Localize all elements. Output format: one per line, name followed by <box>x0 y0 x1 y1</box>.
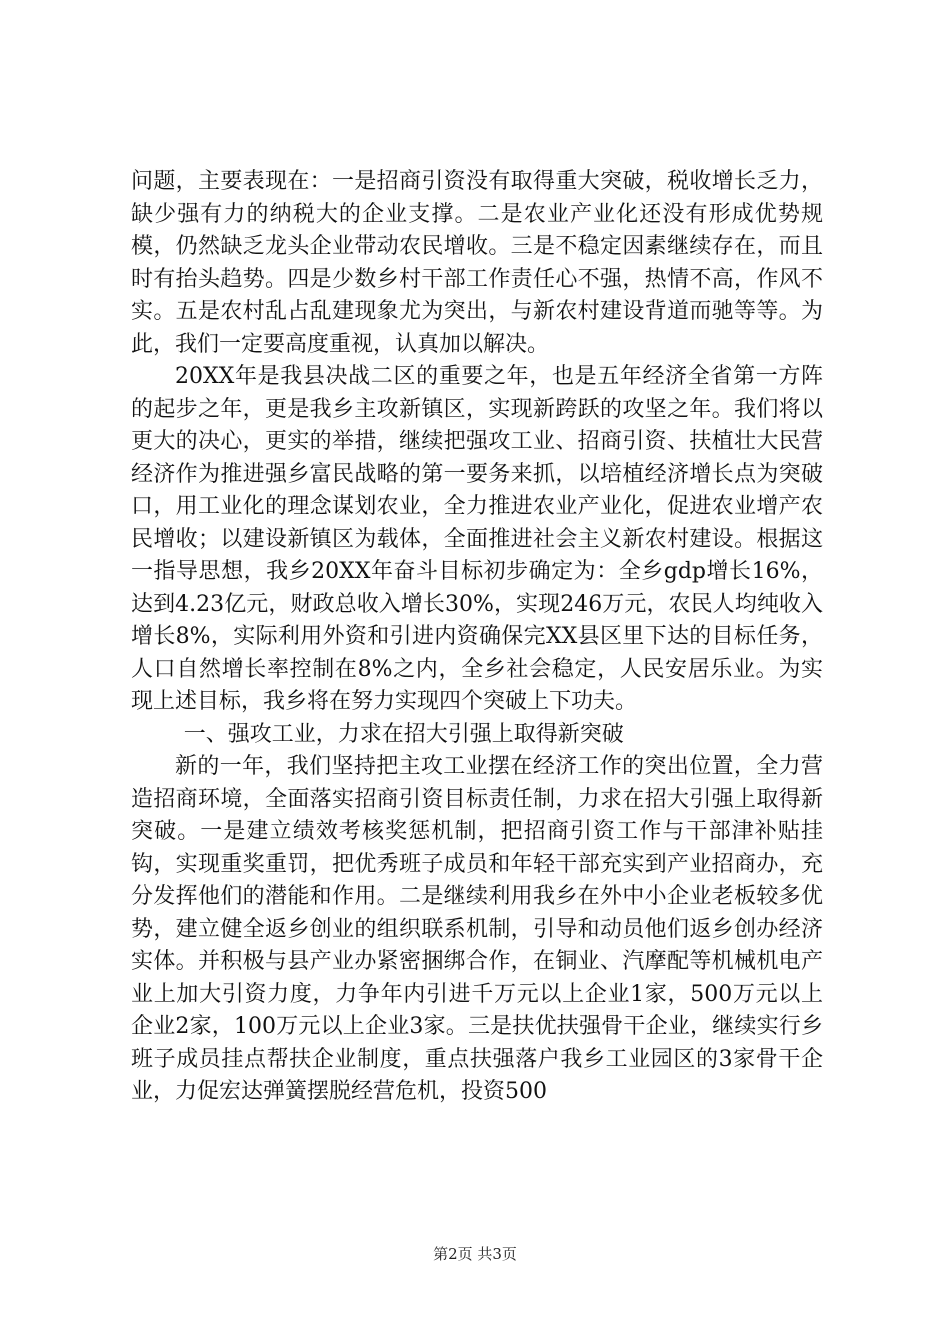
paragraph-investment: 新的一年，我们坚持把主攻工业摆在经济工作的突出位置，全力营造招商环境，全面落实招商引资目标责任制，力求在招大引强上取得新突破。一是建立绩效考核奖惩机制，把招商引资工作与干部津补贴挂钩，实现重奖重罚，把优秀班子成员和年轻干部充实到产业招商办，充分发挥他们的潜能和作用。二是继续利用我乡在外中小企业老板较多优势，建立健全返乡创业的组织联系机制，引导和动员他们返乡创办经济实体。并积极与县产业办紧密捆绑合作，在铜业、汽摩配等机械机电产业上加大引资力度，力争年内引进千万元以上企业1家，500万元以上企业2家，100万元以上企业3家。三是扶优扶强骨干企业，继续实行乡班子成员挂点帮扶企业制度，重点扶强落户我乡工业园区的3家骨干企业，力促宏达弹簧摆脱经营危机，投资500 <box>131 754 823 1104</box>
page-number-footer: 第2页 共3页 <box>433 1245 517 1263</box>
paragraph-annual-goals: 20XX年是我县决战二区的重要之年，也是五年经济全省第一方阵的起步之年，更是我乡主攻新镇区，实现新跨跃的攻坚之年。我们将以更大的决心，更实的举措，继续把强攻工业、招商引资、扶植壮大民营经济作为推进强乡富民战略的第一要务来抓，以培植经济增长点为突破口，用工业化的理念谋划农业，全力推进农业产业化，促进农业增产农民增收；以建设新镇区为载体，全面推进社会主义新农村建设。根据这一指导思想，我乡20XX年奋斗目标初步确定为：全乡gdp增长16%，达到4.23亿元，财政总收入增长30%，实现246万元，农民人均纯收入增长8%，实际利用外资和引进内资确保完XX县区里下达的目标任务，人口自然增长率控制在8%之内，全乡社会稳定，人民安居乐业。为实现上述目标，我乡将在努力实现四个突破上下功夫。 <box>131 364 823 714</box>
document-body <box>131 166 823 1109</box>
section-heading-industry: 一、强攻工业，力求在招大引强上取得新突破 <box>183 721 624 747</box>
paragraph-problems: 问题，主要表现在：一是招商引资没有取得重大突破，税收增长乏力，缺少强有力的纳税大的企业支撑。二是农业产业化还没有形成优势规模，仍然缺乏龙头企业带动农民增收。三是不稳定因素继续存在，而且时有抬头趋势。四是少数乡村干部工作责任心不强，热情不高，作风不实。五是农村乱占乱建现象尤为突出，与新农村建设背道而驰等等。为此，我们一定要高度重视，认真加以解决。 <box>131 169 823 357</box>
